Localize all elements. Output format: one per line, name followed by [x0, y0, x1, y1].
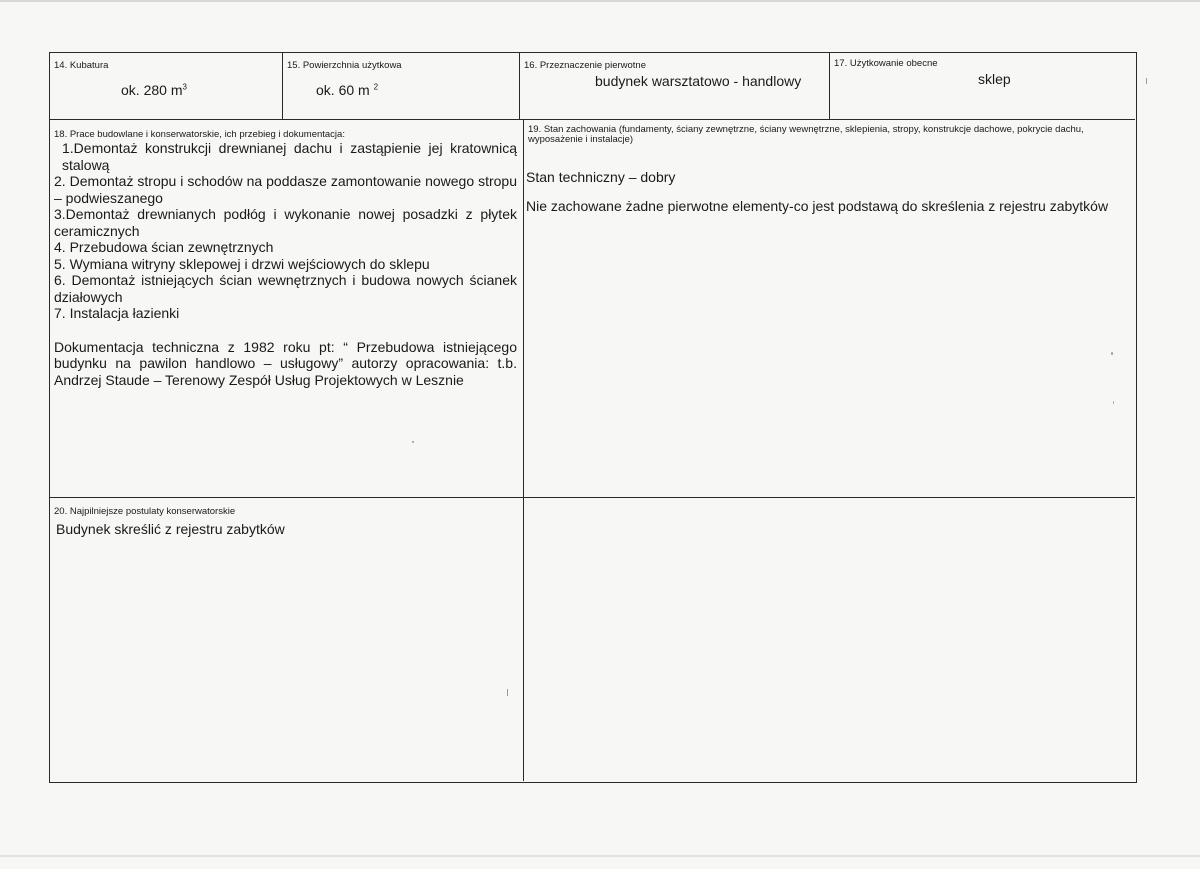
field-value-postulaty: Budynek skreślić z rejestru zabytków — [56, 521, 285, 537]
page-top-edge — [0, 0, 1200, 2]
works-item: 5. Wymiana witryny sklepowej i drzwi wejściowych do sklepu — [54, 255, 430, 272]
cell-postulaty — [50, 498, 524, 781]
works-item: 1.Demontaż konstrukcji drewnianej dachu i zastąpienie jej kratownicą stalową — [62, 140, 517, 173]
cell-empty — [524, 498, 1135, 781]
powierzchnia-unit-exponent: 2 — [373, 82, 379, 92]
field-label-przeznaczenie: 16. Przeznaczenie pierwotne — [524, 60, 646, 71]
works-item: 6. Demontaż istniejących ścian wewnętrznych i budowa nowych ścianek działowych — [54, 272, 517, 305]
scan-speck — [1146, 78, 1147, 84]
works-item: 2. Demontaż stropu i schodów na poddasze zamontowanie nowego stropu – podwieszanego — [54, 173, 517, 206]
works-item: 3.Demontaż drewnianych podłóg i wykonanie nowej posadzki z płytek ceramicznych — [54, 206, 517, 239]
cell-stan-zachowania — [524, 120, 1135, 498]
kubatura-unit-exponent: 3 — [182, 82, 187, 92]
state-technical-condition: Stan techniczny – dobry — [526, 169, 676, 185]
cell-powierzchnia — [283, 53, 520, 120]
cell-prace-budowlane — [50, 120, 524, 498]
documentation-note: Dokumentacja techniczna z 1982 roku pt: “ Przebudowa istniejącego budynku na pawilon handlowo – usługowy” autorzy opracowania: t.b. Andrzej Staude – Terenowy Zespół Usług Projektowych w Lesznie — [54, 338, 517, 388]
page-bottom-edge — [0, 855, 1200, 857]
cell-przeznaczenie — [520, 53, 830, 120]
field-label-prace: 18. Prace budowlane i konserwatorskie, ich przebieg i dokumentacja: — [54, 129, 345, 140]
field-label-uzytkowanie: 17. Użytkowanie obecne — [834, 58, 938, 69]
field-label-stan: 19. Stan zachowania (fundamenty, ściany zewnętrzne, ściany wewnętrzne, sklepienia, stropy, konstrukcje dachowe, pokrycie dachu, wyposażenie i instalacje) — [528, 124, 1084, 145]
works-list — [54, 140, 517, 388]
works-item: 7. Instalacja łazienki — [54, 305, 180, 321]
cell-uzytkowanie — [830, 53, 1135, 120]
field-label-postulaty: 20. Najpilniejsze postulaty konserwatorskie — [54, 506, 236, 517]
field-value-przeznaczenie: budynek warsztatowo - handlowy — [595, 73, 802, 89]
field-value-kubatura — [121, 82, 187, 98]
powierzchnia-value-text: ok. 60 m — [316, 82, 374, 98]
field-value-powierzchnia — [316, 82, 378, 98]
state-preservation-note: Nie zachowane żadne pierwotne elementy-co jest podstawą do skreślenia z rejestru zabytków — [526, 198, 1109, 214]
field-label-powierzchnia: 15. Powierzchnia użytkowa — [287, 60, 402, 71]
kubatura-value-text: ok. 280 m — [121, 82, 183, 98]
cell-kubatura — [50, 53, 283, 120]
field-value-uzytkowanie: sklep — [978, 71, 1011, 87]
field-label-kubatura: 14. Kubatura — [54, 60, 109, 71]
heritage-record-form — [49, 52, 1137, 783]
works-item: 4. Przebudowa ścian zewnętrznych — [54, 239, 274, 255]
